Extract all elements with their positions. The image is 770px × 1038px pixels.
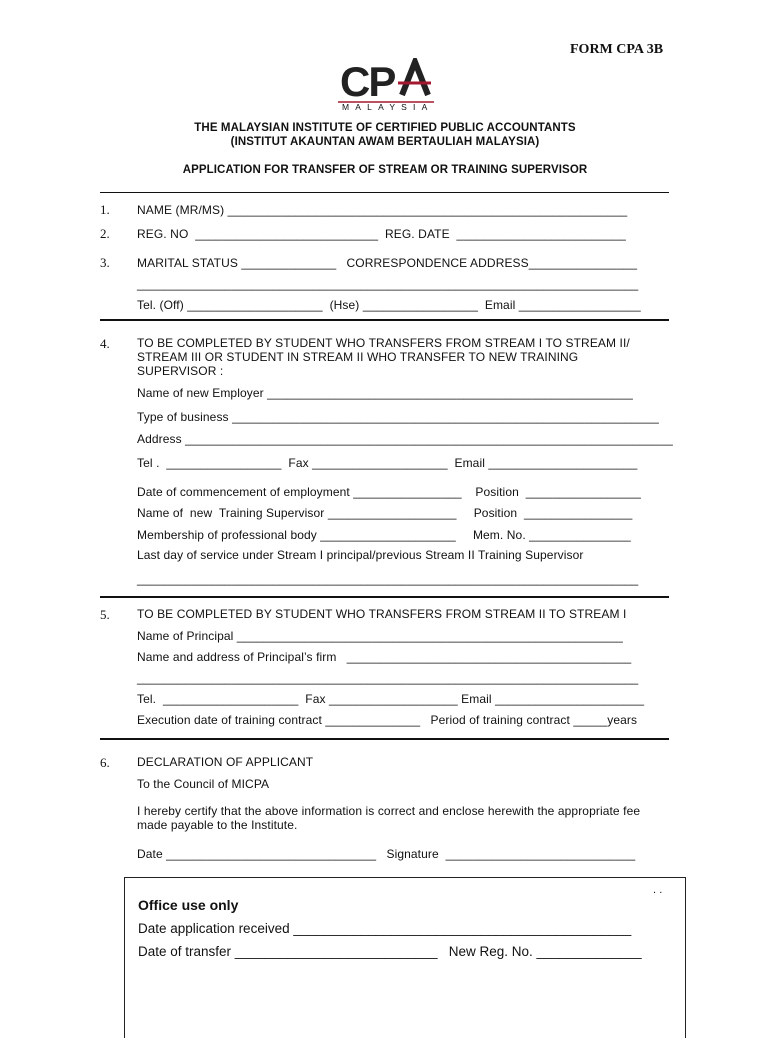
business-type-field[interactable]: Type of business _______________________________________________________________ [137, 410, 659, 424]
principal-name-field[interactable]: Name of Principal _________________________________________________________ [137, 629, 623, 643]
section-5-heading: TO BE COMPLETED BY STUDENT WHO TRANSFERS FROM STREAM II TO STREAM I [137, 607, 627, 621]
training-contract-field[interactable]: Execution date of training contract ______________ Period of training contract _____years [137, 713, 638, 727]
declaration-heading: DECLARATION OF APPLICANT [137, 755, 314, 769]
transfer-reg-field[interactable]: Date of transfer ___________________________ New Reg. No. ______________ [138, 944, 642, 959]
form-title: APPLICATION FOR TRANSFER OF STREAM OR TRAINING SUPERVISOR [182, 164, 588, 176]
declaration-text-line-1: I hereby certify that the above information is correct and enclose herewith the appropriate fee [137, 804, 641, 818]
marital-address-field[interactable]: MARITAL STATUS ______________ CORRESPONDENCE ADDRESS________________ [137, 256, 638, 270]
address-field[interactable]: Address ________________________________________________________________________ [137, 432, 673, 446]
reg-no-date-field[interactable]: REG. NO ___________________________ REG. DATE _________________________ [137, 227, 626, 241]
section-4-heading-line-3: SUPERVISOR : [137, 364, 224, 378]
section-6-number: 6. [100, 755, 110, 770]
principal-tel-fax-email-field[interactable]: Tel. ____________________ Fax ___________________ Email ______________________ [137, 692, 645, 706]
section-4-number: 4. [100, 336, 110, 351]
supervisor-position-field[interactable]: Name of new Training Supervisor ___________________ Position ________________ [137, 506, 633, 520]
cpa-logo [338, 58, 434, 114]
section-3-number: 3. [100, 255, 110, 270]
section-4-heading-line-1: TO BE COMPLETED BY STUDENT WHO TRANSFERS FROM STREAM I TO STREAM II/ [137, 336, 630, 350]
tel-email-field[interactable]: Tel. (Off) ____________________ (Hse) _________________ Email __________________ [137, 298, 641, 312]
last-day-label: Last day of service under Stream I principal/previous Stream II Training Supervisor [137, 548, 584, 562]
office-use-title: Office use only [138, 897, 239, 913]
date-signature-field[interactable]: Date _______________________________ Signature ____________________________ [137, 847, 636, 861]
svg-text:CP: CP [340, 58, 395, 105]
section-1-number: 1. [100, 202, 110, 217]
divider [100, 738, 669, 740]
divider [100, 596, 669, 598]
institute-name: THE MALAYSIAN INSTITUTE OF CERTIFIED PUBLIC ACCOUNTANTS [194, 122, 576, 134]
membership-field[interactable]: Membership of professional body ____________________ Mem. No. _______________ [137, 528, 631, 542]
principal-firm-field[interactable]: Name and address of Principal’s firm __________________________________________ [137, 650, 632, 664]
address-continuation-field[interactable]: __________________________________________________________________________ [137, 277, 639, 291]
declaration-recipient: To the Council of MICPA [137, 777, 270, 791]
new-employer-field[interactable]: Name of new Employer ______________________________________________________ [137, 386, 633, 400]
form-code: FORM CPA 3B [570, 42, 664, 57]
name-field[interactable]: NAME (MR/MS) ___________________________________________________________ [137, 203, 628, 217]
office-dots: . . [653, 884, 663, 896]
section-2-number: 2. [100, 226, 110, 241]
date-received-field[interactable]: Date application received _____________________________________________ [138, 921, 632, 936]
office-use-box [124, 877, 686, 1038]
declaration-text-line-2: made payable to the Institute. [137, 818, 298, 832]
institute-malay-name: (INSTITUT AKAUNTAN AWAM BERTAULIAH MALAYSIA) [230, 136, 540, 148]
tel-fax-email-field[interactable]: Tel . _________________ Fax ____________________ Email ______________________ [137, 456, 638, 470]
last-day-field[interactable]: __________________________________________________________________________ [137, 572, 639, 586]
commencement-position-field[interactable]: Date of commencement of employment ________________ Position _________________ [137, 485, 641, 499]
divider [100, 319, 669, 321]
principal-firm-continuation-field[interactable]: __________________________________________________________________________ [137, 671, 639, 685]
section-4-heading-line-2: STREAM III OR STUDENT IN STREAM II WHO TRANSFER TO NEW TRAINING [137, 350, 579, 364]
divider [100, 192, 669, 193]
logo-subtext: MALAYSIA [342, 102, 434, 112]
section-5-number: 5. [100, 607, 110, 622]
